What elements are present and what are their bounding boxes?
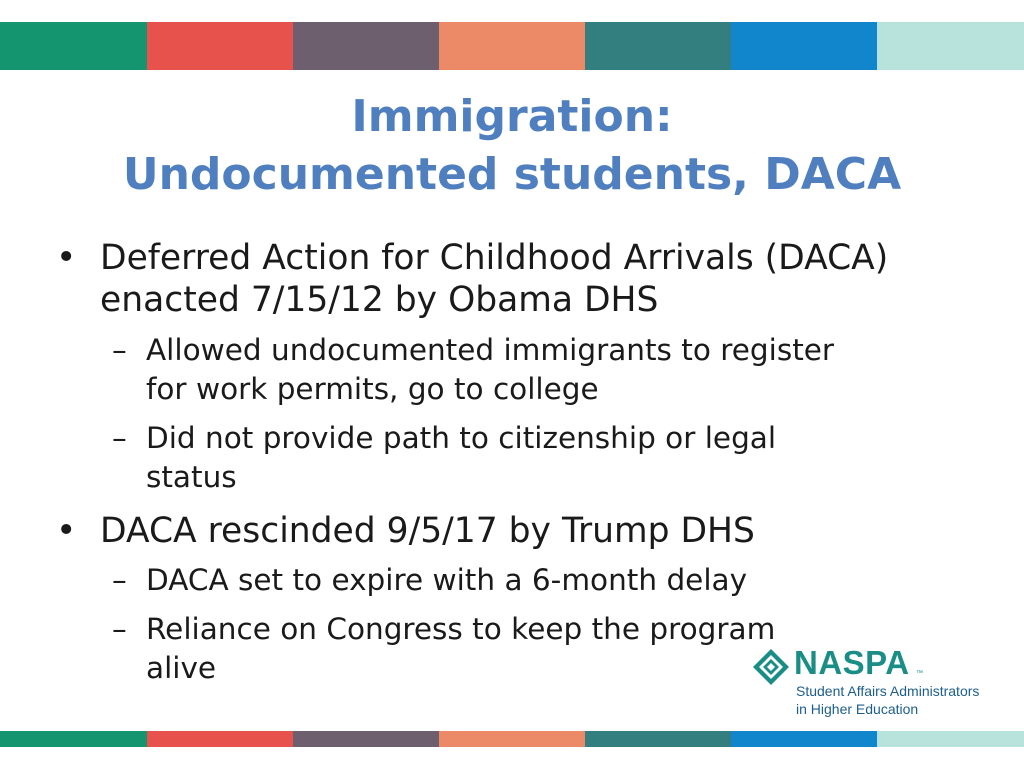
dash-marker: – <box>112 563 127 597</box>
sub-bullet-1-1-line-2: for work permits, go to college <box>146 372 599 406</box>
bullet-1-line-2: enacted 7/15/12 by Obama DHS <box>100 280 659 320</box>
stripe-segment <box>877 731 1024 747</box>
naspa-logo <box>752 646 1012 722</box>
stripe-segment <box>585 731 731 747</box>
diamond-logo-icon <box>752 648 790 686</box>
logo-wordmark: NASPA <box>794 644 910 681</box>
title-line-2: Undocumented students, DACA <box>122 149 902 200</box>
sub-bullet-text: Did not provide path to citizenship or legal <box>146 421 777 455</box>
stripe-segment <box>147 731 293 747</box>
stripe-segment <box>439 731 585 747</box>
sub-bullet-text: DACA set to expire with a 6-month delay <box>146 563 748 597</box>
logo-tagline-1: Student Affairs Administrators <box>796 683 980 699</box>
stripe-segment <box>731 731 877 747</box>
bullet-text: Deferred Action for Childhood Arrivals (DACA) <box>100 238 889 278</box>
sub-bullet-2-2-line-1 <box>112 610 776 649</box>
dash-marker: – <box>112 612 127 646</box>
dash-marker: – <box>112 333 127 367</box>
bullet-marker: • <box>56 511 77 551</box>
sub-bullet-text: Allowed undocumented immigrants to register <box>146 333 835 367</box>
logo-tagline-2: in Higher Education <box>796 701 919 717</box>
bullet-text: DACA rescinded 9/5/17 by Trump DHS <box>100 511 755 551</box>
sub-bullet-1-1-line-1 <box>112 331 835 370</box>
sub-bullet-2-1-line-1 <box>112 561 748 600</box>
bullet-2-line-1 <box>56 510 755 552</box>
stripe-segment <box>293 731 439 747</box>
bullet-marker: • <box>56 238 77 278</box>
sub-bullet-text: Reliance on Congress to keep the program <box>146 612 776 646</box>
sub-bullet-2-2-line-2: alive <box>146 651 217 685</box>
sub-bullet-1-2-line-2: status <box>146 460 237 494</box>
trademark-mark: ™ <box>916 670 923 677</box>
sub-bullet-1-2-line-1 <box>112 419 777 458</box>
bullet-1-line-1 <box>56 237 889 279</box>
stripe-segment <box>0 731 147 747</box>
dash-marker: – <box>112 421 127 455</box>
title-line-1: Immigration: <box>351 91 673 142</box>
bottom-color-stripe <box>0 731 1024 747</box>
